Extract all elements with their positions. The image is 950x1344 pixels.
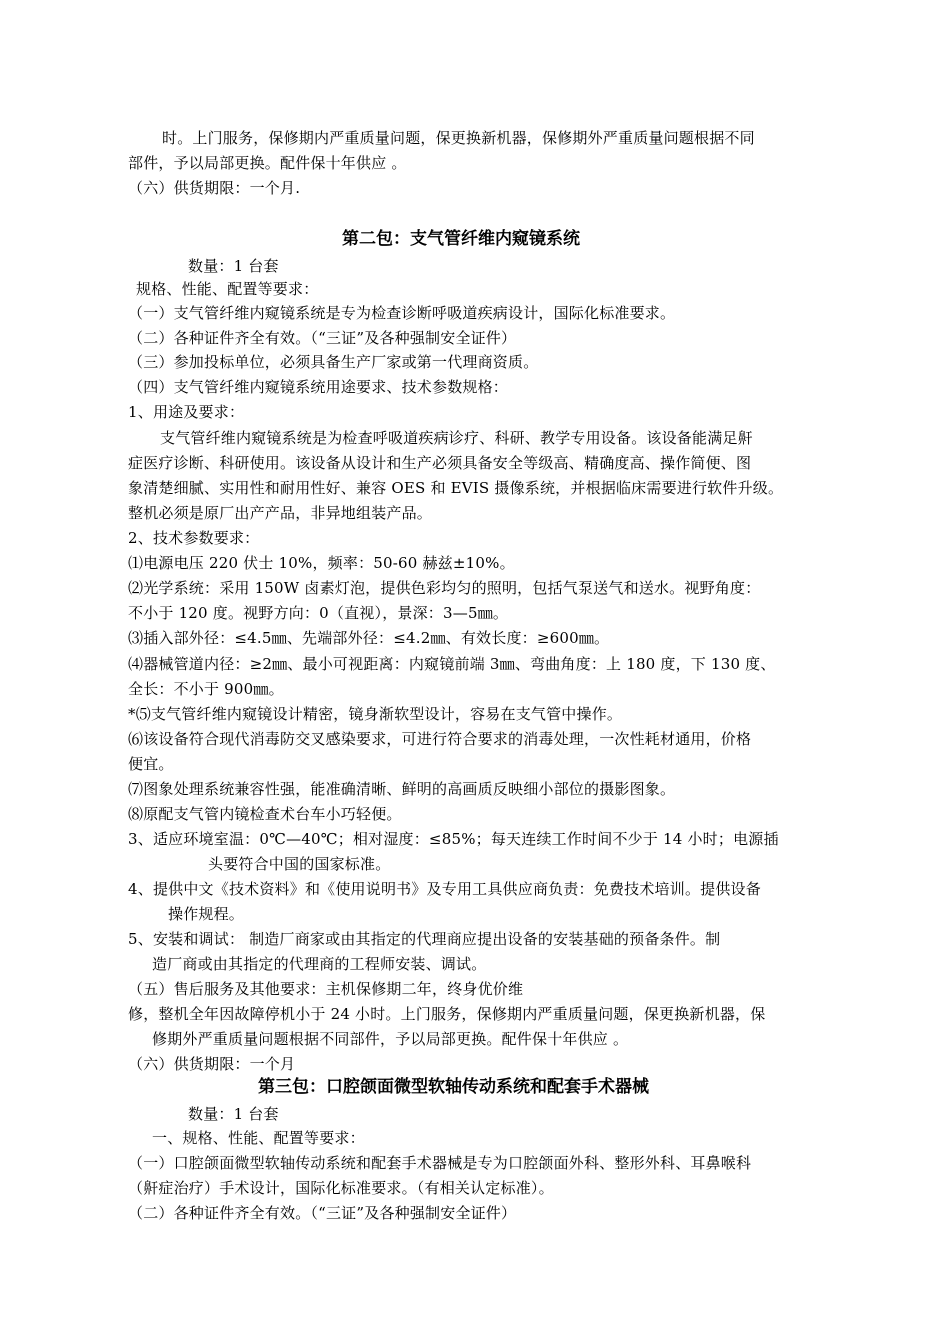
text-line: 便宜。 (128, 755, 174, 773)
text-line: 修期外严重质量问题根据不同部件，予以局部更换。配件保十年供应 。 (152, 1030, 629, 1048)
text-line: 5、安装和调试： 制造厂商家或由其指定的代理商应提出设备的安装基础的预备条件。制 (128, 930, 721, 948)
text-line: 1、用途及要求： (128, 403, 245, 421)
text-line: （五）售后服务及其他要求：主机保修期二年，终身优价维 (128, 980, 524, 998)
text-line: （四）支气管纤维内窥镜系统用途要求、技术参数规格： (128, 378, 509, 396)
text-line: （二）各种证件齐全有效。（“三证”及各种强制安全证件） (128, 329, 517, 347)
text-line: ⑵光学系统：采用 150W 卤素灯泡，提供色彩均匀的照明，包括气泵送气和送水。视野角度： (128, 579, 761, 597)
text-line: 数量：1 台套 (188, 257, 279, 275)
text-line: 症医疗诊断、科研使用。该设备从设计和生产必须具备安全等级高、精确度高、操作简便、图 (128, 454, 752, 472)
text-line: 全长：不小于 900㎜。 (128, 680, 284, 698)
text-line: （一）口腔颌面微型软轴传动系统和配套手术器械是专为口腔颌面外科、整形外科、耳鼻喉科 (128, 1154, 752, 1172)
text-line: 规格、性能、配置等要求： (136, 280, 319, 298)
text-line: ⑶插入部外径：≤4.5㎜、先端部外径：≤4.2㎜、有效长度：≥600㎜。 (128, 629, 610, 647)
text-line: ⑴电源电压 220 伏士 10%，频率：50-60 赫兹±10%。 (128, 554, 515, 572)
text-line: 部件，予以局部更换。配件保十年供应 。 (128, 154, 407, 172)
text-line: 一、规格、性能、配置等要求： (152, 1129, 365, 1147)
text-line: 修，整机全年因故障停机小于 24 小时。上门服务，保修期内严重质量问题，保更换新机器，保 (128, 1005, 766, 1023)
text-line: 不小于 120 度。视野方向：0（直视），景深：3—5㎜。 (128, 604, 509, 622)
text-line: 象清楚细腻、实用性和耐用性好、兼容 OES 和 EVIS 摄像系统，并根据临床需要进行软件升级。 (128, 479, 784, 497)
text-line: 操作规程。 (168, 905, 245, 923)
section-heading-package-3: 第三包：口腔颌面微型软轴传动系统和配套手术器械 (258, 1077, 649, 1097)
text-line: （一）支气管纤维内窥镜系统是专为检查诊断呼吸道疾病设计，国际化标准要求。 (128, 304, 676, 322)
text-line: 头要符合中国的国家标准。 (208, 855, 391, 873)
text-line: ⑺图象处理系统兼容性强，能准确清晰、鲜明的高画质反映细小部位的摄影图象。 (128, 780, 676, 798)
text-line: 支气管纤维内窥镜系统是为检查呼吸道疾病诊疗、科研、教学专用设备。该设备能满足鼾 (160, 429, 753, 447)
text-line: （鼾症治疗）手术设计，国际化标准要求。（有相关认定标准）。 (128, 1179, 554, 1197)
text-line: 整机必须是原厂出产产品，非异地组装产品。 (128, 504, 433, 522)
text-line: *⑸支气管纤维内窥镜设计精密，镜身渐软型设计，容易在支气管中操作。 (128, 705, 623, 723)
text-line: 4、提供中文《技术资料》和《使用说明书》及专用工具供应商负责：免费技术培训。提供设备 (128, 880, 761, 898)
text-line: （二）各种证件齐全有效。（“三证”及各种强制安全证件） (128, 1204, 517, 1222)
text-line: 造厂商或由其指定的代理商的工程师安装、调试。 (152, 955, 487, 973)
text-line: ⑷器械管道内径：≥2㎜、最小可视距离：内窥镜前端 3㎜、弯曲角度：上 180 度，下 130 度、 (128, 655, 776, 673)
text-line: 时。上门服务，保修期内严重质量问题，保更换新机器，保修期外严重质量问题根据不同 (162, 129, 755, 147)
text-line: 数量：1 台套 (188, 1105, 279, 1123)
text-line: （六）供货期限：一个月 (128, 1055, 296, 1073)
text-line: ⑻原配支气管内镜检查术台车小巧轻便。 (128, 805, 402, 823)
text-line: （六）供货期限：一个月. (128, 179, 301, 197)
text-line: ⑹该设备符合现代消毒防交叉感染要求，可进行符合要求的消毒处理，一次性耗材通用，价格 (128, 730, 752, 748)
text-line: （三）参加投标单位，必须具备生产厂家或第一代理商资质。 (128, 353, 539, 371)
section-heading-package-2: 第二包：支气管纤维内窥镜系统 (342, 229, 580, 249)
text-line: 2、技术参数要求： (128, 529, 260, 547)
text-line: 3、适应环境室温：0℃—40℃；相对湿度：≤85%；每天连续工作时间不少于 14 小时；电源插 (128, 830, 779, 848)
